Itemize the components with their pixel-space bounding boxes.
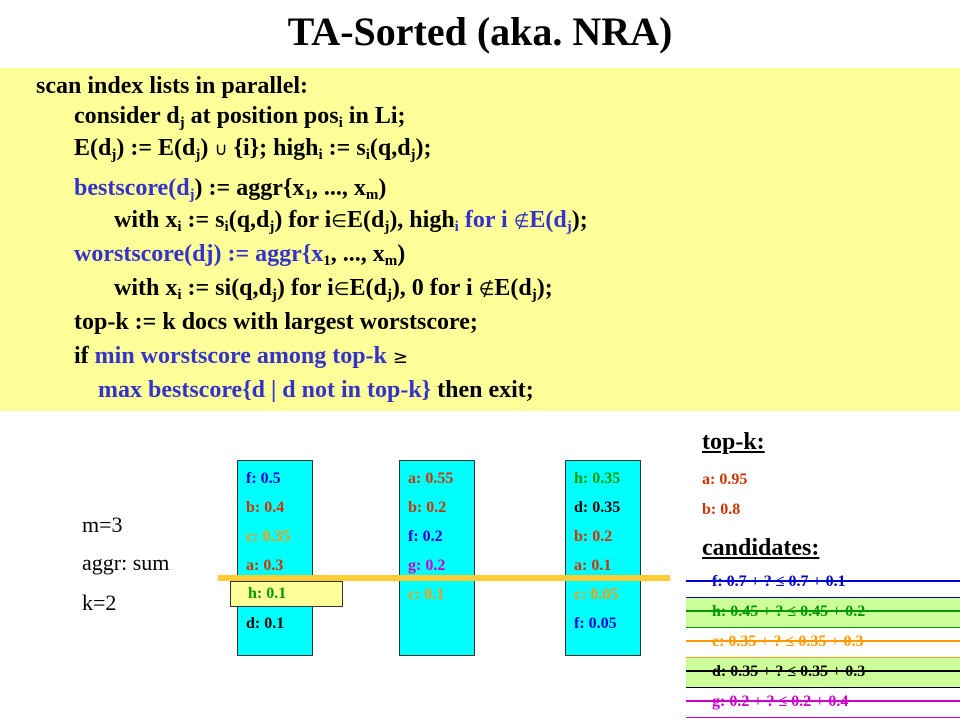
algo-text: with x xyxy=(114,275,178,301)
algo-text: ) xyxy=(200,135,215,161)
list-entry: c: 0.05 xyxy=(574,586,619,603)
algo-text: E(d xyxy=(346,207,385,233)
algo-subscript: j xyxy=(269,219,275,235)
index-list-1 xyxy=(237,460,313,656)
list-entry: f: 0.05 xyxy=(574,615,617,632)
algo-text: ) := E(d xyxy=(116,135,196,161)
algo-subscript: i xyxy=(177,219,182,235)
algo-subscript: j xyxy=(179,115,185,131)
union-symbol: ∪ xyxy=(214,139,228,160)
algo-text: (q,d xyxy=(369,135,411,161)
strikethrough-line xyxy=(686,580,960,582)
candidate-text xyxy=(712,572,846,592)
algo-text: := s xyxy=(181,207,225,233)
algo-text: (q,d xyxy=(228,207,270,233)
algo-text: for i xyxy=(458,207,514,233)
topk-item: a: 0.95 xyxy=(702,471,748,488)
algo-text: ) xyxy=(397,241,406,267)
index-list-2 xyxy=(399,460,475,656)
param-k: k=2 xyxy=(82,590,117,615)
candidates-heading: candidates: xyxy=(702,535,820,561)
algo-subscript: i xyxy=(318,147,323,163)
algo-line-3 xyxy=(74,134,432,164)
algo-text: E(d xyxy=(74,135,112,161)
candidate-row xyxy=(686,628,960,658)
strikethrough-line xyxy=(686,640,960,642)
param-aggr: aggr: sum xyxy=(82,550,170,575)
list-entry: a: 0.3 xyxy=(246,557,284,574)
candidate-underline xyxy=(686,717,960,718)
algo-text: ) for i xyxy=(274,207,332,233)
algo-text: , ..., x xyxy=(311,175,366,201)
algo-subscript: i xyxy=(365,147,370,163)
algo-text: in Li; xyxy=(342,103,406,129)
list-entry: a: 0.1 xyxy=(574,557,612,574)
algo-text: ); xyxy=(571,207,588,233)
algo-subscript: i xyxy=(177,287,182,303)
algo-text: := si(q,d xyxy=(181,275,272,301)
algo-text: ) := aggr{x xyxy=(194,175,305,201)
algo-subscript: j xyxy=(195,147,201,163)
list-entry: f: 0.5 xyxy=(246,470,281,487)
algo-line-5 xyxy=(114,206,588,236)
algo-text: at position pos xyxy=(184,103,339,129)
algo-subscript: j xyxy=(566,219,572,235)
algo-line-6 xyxy=(74,240,405,268)
candidate-row xyxy=(686,688,960,718)
algo-subscript: i xyxy=(454,219,459,235)
list-entry: b: 0.2 xyxy=(408,499,447,516)
element-of-symbol: ∈ xyxy=(331,211,347,232)
algo-text: scan index lists in parallel: xyxy=(36,73,309,99)
list-entry: c: 0.1 xyxy=(408,586,445,603)
strikethrough-line xyxy=(686,670,960,672)
candidate-row xyxy=(686,598,960,628)
algo-text: then exit; xyxy=(431,377,534,403)
candidate-text xyxy=(712,632,863,652)
list-entry: f: 0.2 xyxy=(408,528,443,545)
algo-text: {i}; high xyxy=(227,135,319,161)
algo-text: min worstscore among top-k xyxy=(94,343,393,369)
list-entry: a: 0.55 xyxy=(408,470,454,487)
algo-subscript: j xyxy=(271,287,277,303)
marker-entry: h: 0.1 xyxy=(248,585,287,602)
list-entry: d: 0.1 xyxy=(246,615,285,632)
algo-text: , ..., x xyxy=(330,241,385,267)
algo-subscript: j xyxy=(531,287,537,303)
candidate-row xyxy=(686,568,960,598)
algo-subscript: j xyxy=(189,187,195,203)
algo-line-1 xyxy=(36,72,308,100)
element-of-symbol: ∈ xyxy=(333,279,350,300)
algo-text: ) for i xyxy=(276,275,334,301)
algorithm-box xyxy=(0,68,960,411)
list-entry: g: 0.2 xyxy=(408,557,446,574)
algo-subscript: m xyxy=(384,253,398,269)
algo-line-2 xyxy=(74,102,405,130)
topk-heading: top-k: xyxy=(702,429,765,455)
candidate-text xyxy=(712,692,848,712)
not-element-of-symbol: ∉ xyxy=(513,211,530,232)
algo-text: consider d xyxy=(74,103,180,129)
algo-line-10 xyxy=(98,376,534,404)
not-element-of-symbol: ∉ xyxy=(478,279,495,300)
algo-subscript: j xyxy=(384,219,390,235)
algo-text: ), high xyxy=(389,207,455,233)
algo-line-8 xyxy=(74,308,478,336)
greater-equal-symbol: ≥ xyxy=(392,347,408,368)
list-entry: d: 0.35 xyxy=(574,499,621,516)
list-entry: b: 0.4 xyxy=(246,499,285,516)
strikethrough-line xyxy=(686,700,960,702)
algo-line-4 xyxy=(74,174,386,202)
algo-subscript: j xyxy=(386,287,392,303)
candidate-row xyxy=(686,658,960,688)
algo-line-9 xyxy=(74,342,408,372)
algo-text: ), 0 for i xyxy=(391,275,479,301)
algo-text: bestscore(d xyxy=(74,175,190,201)
slide-title: TA-Sorted (aka. NRA) xyxy=(287,9,673,54)
algo-text: E(d xyxy=(349,275,387,301)
algo-line-7 xyxy=(114,274,553,304)
algo-subscript: m xyxy=(365,187,379,203)
scan-position-marker xyxy=(230,581,343,607)
topk-item: b: 0.8 xyxy=(702,501,741,518)
list-entry: b: 0.2 xyxy=(574,528,613,545)
algo-subscript: 1 xyxy=(304,187,312,203)
algo-text: with x xyxy=(114,207,178,233)
algo-text: := s xyxy=(322,135,366,161)
list-entry: h: 0.35 xyxy=(574,470,621,487)
index-list-3 xyxy=(565,460,641,656)
algo-subscript: j xyxy=(111,147,117,163)
algo-text: max bestscore{d | d not in top-k} xyxy=(98,377,432,403)
candidate-text xyxy=(712,602,865,622)
algo-text: worstscore(dj) := aggr{x xyxy=(74,241,324,267)
candidate-text xyxy=(712,662,865,682)
algo-text: ); xyxy=(415,135,432,161)
algo-subscript: i xyxy=(338,115,343,131)
algo-text: ) xyxy=(378,175,387,201)
scan-line xyxy=(218,575,670,581)
algo-text: E(d xyxy=(494,275,532,301)
list-entry: c: 0.35 xyxy=(246,528,291,545)
algo-text: ); xyxy=(536,275,553,301)
algo-subscript: j xyxy=(410,147,416,163)
algo-text: top-k := k docs with largest worstscore; xyxy=(74,309,478,335)
strikethrough-line xyxy=(686,610,960,612)
algo-text: E(d xyxy=(529,207,567,233)
algo-subscript: i xyxy=(224,219,229,235)
algo-text: if xyxy=(74,343,95,369)
param-m: m=3 xyxy=(82,512,123,537)
algo-subscript: 1 xyxy=(323,253,331,269)
